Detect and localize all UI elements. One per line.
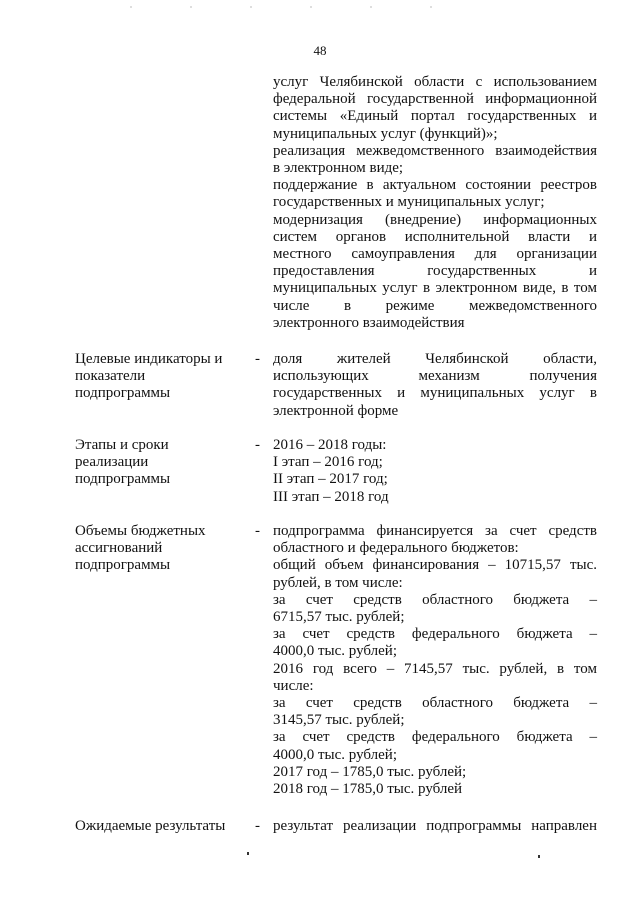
text-line: услуг Челябинской области с использованием <box>273 74 597 90</box>
row-label-stages-terms <box>75 437 245 489</box>
label-line: подпрограммы <box>75 385 171 402</box>
scan-noise <box>100 6 440 8</box>
text-line: модернизация (внедрение) информационных <box>273 211 597 228</box>
value-line: 3145,57 тыс. рублей; <box>273 712 405 729</box>
label-line: Целевые индикаторы и <box>75 351 223 367</box>
text-line: электронного взаимодействия <box>273 314 465 331</box>
label-line: Объемы бюджетных <box>75 523 206 539</box>
value-line: за счет средств областного бюджета – <box>273 591 597 608</box>
text-line: систем органов исполнительной власти и <box>273 228 597 245</box>
scan-mark <box>538 855 540 858</box>
value-line: за счет средств федерального бюджета – <box>273 626 597 643</box>
value-line: 4000,0 тыс. рублей; <box>273 643 397 660</box>
value-line: государственных и муниципальных услуг в <box>273 385 597 402</box>
text-line: системы «Единый портал государственных и <box>273 108 597 125</box>
value-line: числе: <box>273 677 314 694</box>
label-line: показатели <box>75 368 146 385</box>
row-value-expected-results <box>273 818 597 835</box>
label-line: Этапы и сроки <box>75 437 169 453</box>
value-line: электронной форме <box>273 402 399 419</box>
text-line: в электронном виде; <box>273 160 404 177</box>
row-value-target-indicators <box>273 351 597 420</box>
value-line: областного и федерального бюджетов: <box>273 540 519 557</box>
value-line: II этап – 2017 год; <box>273 471 388 488</box>
row-label-budget-allocations <box>75 523 245 575</box>
value-line: общий объем финансирования – 10715,57 тыс. <box>273 557 597 574</box>
scan-mark <box>247 852 249 855</box>
text-line: реализация межведомственного взаимодействия <box>273 142 597 159</box>
row-label-expected-results <box>75 818 245 835</box>
value-line: III этап – 2018 год <box>273 488 389 505</box>
value-line: результат реализации подпрограммы направлен <box>273 818 597 834</box>
text-line: муниципальных услуг (функций)»; <box>273 125 498 142</box>
intro-continuation-text <box>273 74 597 332</box>
value-line: 2018 год – 1785,0 тыс. рублей <box>273 781 463 798</box>
row-dash: - <box>255 437 260 453</box>
row-dash: - <box>255 351 260 367</box>
text-line: числе в режиме межведомственного <box>273 297 597 314</box>
text-line: федеральной государственной информационной <box>273 91 597 108</box>
value-line: подпрограмма финансируется за счет средств <box>273 523 597 539</box>
value-line: за счет средств областного бюджета – <box>273 695 597 712</box>
value-line: 6715,57 тыс. рублей; <box>273 609 405 626</box>
value-line: 4000,0 тыс. рублей; <box>273 746 397 763</box>
value-line: рублей, в том числе: <box>273 574 403 591</box>
row-dash: - <box>255 818 260 834</box>
row-label-target-indicators <box>75 351 245 403</box>
value-line: 2016 год всего – 7145,57 тыс. рублей, в том <box>273 660 597 677</box>
value-line: доля жителей Челябинской области, <box>273 351 597 367</box>
row-value-stages-terms <box>273 437 597 506</box>
value-line: использующих механизм получения <box>273 368 597 385</box>
label-line: подпрограммы <box>75 557 171 574</box>
label-line: подпрограммы <box>75 471 171 488</box>
label-line: Ожидаемые результаты <box>75 818 226 834</box>
page-number: 48 <box>313 43 327 58</box>
row-dash: - <box>255 523 260 539</box>
label-line: реализации <box>75 454 149 471</box>
text-line: предоставления государственных и <box>273 263 597 280</box>
row-value-budget-allocations <box>273 523 597 798</box>
text-line: поддержание в актуальном состоянии реестров <box>273 177 597 194</box>
value-line: I этап – 2016 год; <box>273 454 383 471</box>
label-line: ассигнований <box>75 540 163 557</box>
text-line: муниципальных услуг в электронном виде, в том <box>273 280 597 297</box>
value-line: 2016 – 2018 годы: <box>273 437 387 453</box>
value-line: за счет средств федерального бюджета – <box>273 729 597 746</box>
text-line: местного самоуправления для организации <box>273 246 597 263</box>
value-line: 2017 год – 1785,0 тыс. рублей; <box>273 763 467 780</box>
text-line: государственных и муниципальных услуг; <box>273 194 545 211</box>
